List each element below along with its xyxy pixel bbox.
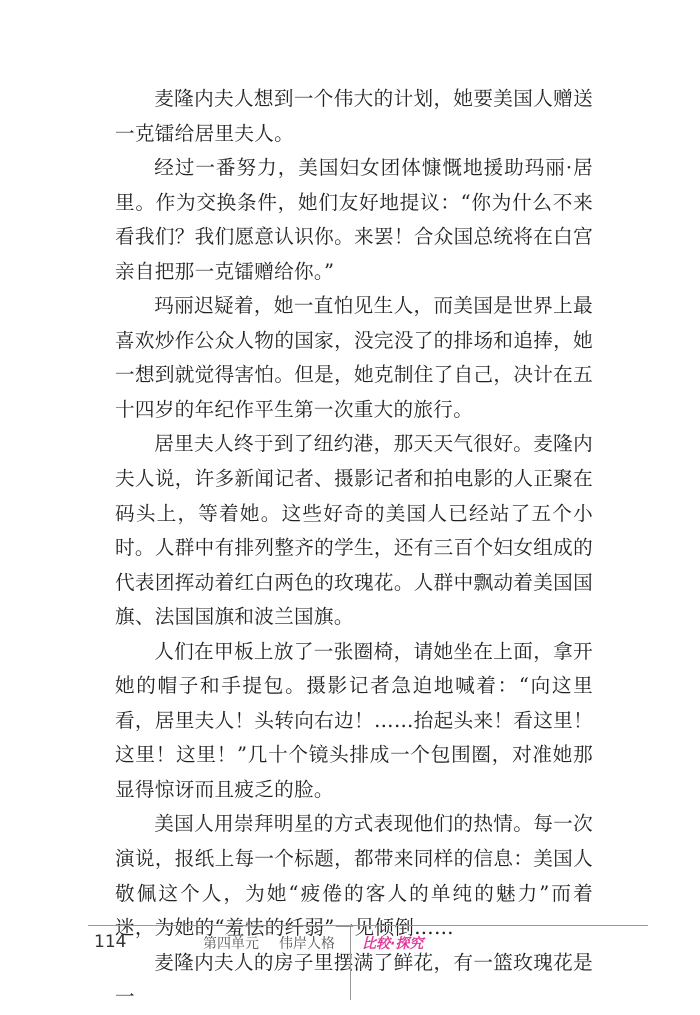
footer-vertical-divider	[350, 926, 351, 1000]
paragraph: 人们在甲板上放了一张圈椅，请她坐在上面，拿开她的帽子和手提包。摄影记者急迫地喊着：“向这里看，居里夫人！头转向右边！……抬起头来！看这里！这里！这里！”几十个镜头排成一个包围圈，对准她那显得惊讶而且疲乏的脸。	[115, 639, 593, 801]
page-number: 114	[94, 932, 127, 952]
paragraph: 经过一番努力，美国妇女团体慷慨地援助玛丽·居里。作为交换条件，她们友好地提议：“你为什么不来看我们？我们愿意认识你。来罢！合众国总统将在白宫亲自把那一克镭赠给你。”	[115, 156, 593, 283]
body-text	[115, 82, 593, 1015]
paragraph: 麦隆内夫人想到一个伟大的计划，她要美国人赠送一克镭给居里夫人。	[115, 87, 593, 145]
unit-theme: 伟岸人格	[279, 936, 335, 952]
paragraph: 玛丽迟疑着，她一直怕见生人，而美国是世界上最喜欢炒作公众人物的国家，没完没了的排场和追捧，她一想到就觉得害怕。但是，她克制住了自己，决计在五十四岁的年纪作平生第一次重大的旅行。	[115, 294, 593, 421]
section-label: 比较·探究	[362, 936, 424, 952]
paragraph: 麦隆内夫人的房子里摆满了鲜花，有一篮玫瑰花是一	[115, 950, 593, 1009]
paragraph: 居里夫人终于到了纽约港，那天天气很好。麦隆内夫人说，许多新闻记者、摄影记者和拍电影的人正聚在码头上，等着她。这些好奇的美国人已经站了五个小时。人群中有排列整齐的学生，还有三百个妇女组成的代表团挥动着红白两色的玫瑰花。人群中飘动着美国国旗、法国国旗和波兰国旗。	[115, 432, 593, 629]
paragraph: 美国人用崇拜明星的方式表现他们的热情。每一次演说，报纸上每一个标题，都带来同样的信息：美国人敬佩这个人，为她“疲倦的客人的单纯的魅力”而着迷，为她的“羞怯的纤弱”一见倾倒……	[115, 812, 593, 940]
unit-label: 第四单元	[203, 936, 259, 952]
footer-divider-line	[88, 925, 648, 926]
